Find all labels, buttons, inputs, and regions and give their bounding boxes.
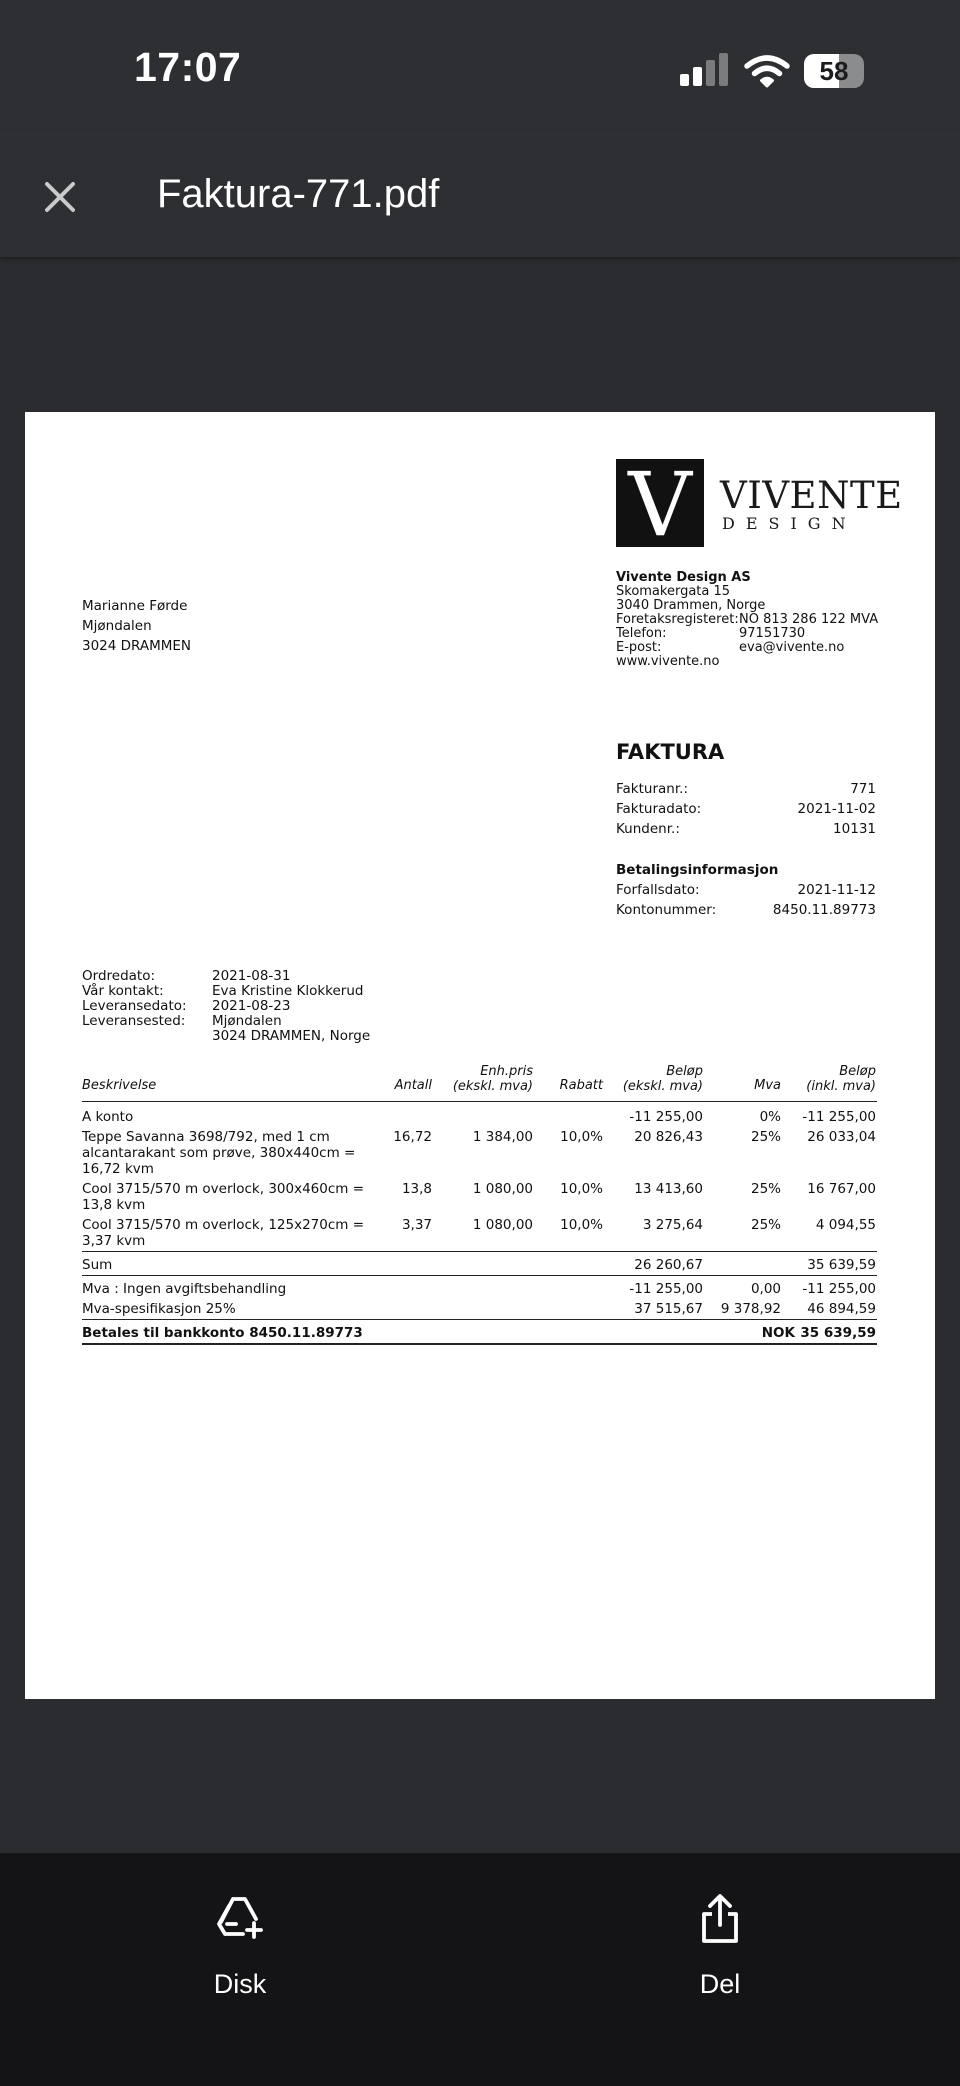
- row-description: alcantarakant som prøve, 380x440cm =: [82, 1145, 356, 1161]
- col-header-description: Beskrivelse: [82, 1078, 157, 1093]
- status-bar: [0, 0, 960, 130]
- phone-label: Telefon:: [616, 626, 667, 641]
- col-header-amount-incl: Beløp: [839, 1064, 876, 1079]
- row-quantity: 3,37: [401, 1217, 432, 1233]
- invoice-date: 2021-11-02: [797, 801, 876, 817]
- col-header-amount-excl: Beløp: [666, 1064, 703, 1079]
- vat-label: Mva : Ingen avgiftsbehandling: [82, 1281, 287, 1297]
- logo-wordmark: VIVENTE: [720, 474, 903, 517]
- share-icon: [696, 1893, 744, 1945]
- pdf-page[interactable]: [25, 412, 935, 1699]
- order-date-label: Ordredato:: [82, 968, 156, 984]
- row-amount-excl: 20 826,43: [634, 1129, 703, 1145]
- phone-number: 97151730: [739, 626, 806, 641]
- delivery-place-label: Leveransested:: [82, 1013, 186, 1029]
- row-vat: 25%: [750, 1217, 781, 1233]
- save-to-drive-label: Disk: [213, 1969, 267, 1999]
- row-amount-excl: 13 413,60: [634, 1181, 703, 1197]
- total-label: Betales til bankkonto 8450.11.89773: [82, 1325, 363, 1341]
- close-icon: [38, 175, 82, 219]
- battery-percent: 58: [819, 56, 849, 86]
- company-city: 3040 Drammen, Norge: [616, 598, 766, 613]
- share-label: Del: [699, 1969, 741, 1999]
- row-amount-excl: -11 255,00: [629, 1109, 703, 1125]
- due-date-label: Forfallsdato:: [616, 882, 700, 898]
- company-name: Vivente Design AS: [616, 570, 751, 585]
- battery-nub: [804, 54, 864, 88]
- row-description: A konto: [82, 1109, 134, 1125]
- logo-v-glyph: V: [628, 459, 692, 547]
- row-amount-incl: 16 767,00: [807, 1181, 876, 1197]
- due-date: 2021-11-12: [797, 882, 876, 898]
- table-divider: [82, 1275, 877, 1276]
- recipient-line: Marianne Førde: [82, 598, 188, 614]
- row-amount-incl: 26 033,04: [807, 1129, 876, 1145]
- row-vat: 25%: [750, 1181, 781, 1197]
- customer-number-label: Kundenr.:: [616, 821, 680, 837]
- row-description: Cool 3715/570 m overlock, 125x270cm =: [82, 1217, 365, 1233]
- invoice-number: 771: [850, 781, 876, 797]
- total-amount: 35 639,59: [800, 1325, 876, 1341]
- sum-amount-excl: 26 260,67: [634, 1257, 703, 1273]
- delivery-place: Mjøndalen: [212, 1013, 282, 1029]
- drive-add-icon: [216, 1893, 264, 1941]
- viewer-header: [0, 130, 960, 257]
- customer-number: 10131: [833, 821, 876, 837]
- row-quantity: 16,72: [393, 1129, 432, 1145]
- row-unit-price: 1 080,00: [472, 1181, 533, 1197]
- row-discount: 10,0%: [560, 1129, 603, 1145]
- sum-label: Sum: [82, 1257, 113, 1273]
- company-website: www.vivente.no: [616, 654, 720, 669]
- company-logo-mark: [616, 459, 704, 547]
- wifi-icon: [744, 54, 790, 88]
- delivery-date: 2021-08-23: [212, 998, 291, 1014]
- row-description: Teppe Savanna 3698/792, med 1 cm: [82, 1129, 330, 1145]
- col-header-amount-excl-sub: (ekskl. mva): [622, 1079, 703, 1094]
- col-header-vat: Mva: [754, 1078, 781, 1093]
- row-discount: 10,0%: [560, 1217, 603, 1233]
- account-number: 8450.11.89773: [772, 902, 876, 918]
- invoice-number-label: Fakturanr.:: [616, 781, 688, 797]
- status-time: 17:07: [134, 44, 242, 90]
- col-header-quantity: Antall: [394, 1078, 432, 1093]
- row-amount-incl: -11 255,00: [802, 1109, 876, 1125]
- cellular-signal-icon: [680, 52, 730, 86]
- row-amount-incl: 4 094,55: [815, 1217, 876, 1233]
- share-button[interactable]: [640, 1893, 800, 2013]
- vat-basis: -11 255,00: [629, 1281, 703, 1297]
- row-vat: 0%: [759, 1109, 781, 1125]
- org-label: Foretaksregisteret:: [616, 612, 739, 627]
- document-title: Faktura-771.pdf: [157, 172, 440, 216]
- col-header-discount: Rabatt: [559, 1078, 603, 1093]
- delivery-place-line2: 3024 DRAMMEN, Norge: [212, 1028, 371, 1044]
- row-amount-excl: 3 275,64: [642, 1217, 703, 1233]
- vat-basis: 37 515,67: [634, 1301, 703, 1317]
- logo-subtitle: DESIGN: [722, 514, 857, 533]
- row-description: 13,8 kvm: [82, 1197, 146, 1213]
- vat-total: -11 255,00: [802, 1281, 876, 1297]
- col-header-unit-price: Enh.pris: [480, 1064, 533, 1079]
- row-quantity: 13,8: [401, 1181, 432, 1197]
- recipient-line: 3024 DRAMMEN: [82, 638, 192, 654]
- vat-total: 46 894,59: [807, 1301, 876, 1317]
- invoice-title: FAKTURA: [616, 740, 725, 764]
- company-address: Skomakergata 15: [616, 584, 731, 599]
- table-divider: [82, 1101, 877, 1102]
- row-vat: 25%: [750, 1129, 781, 1145]
- contact-name: Eva Kristine Klokkerud: [212, 983, 364, 999]
- account-number-label: Kontonummer:: [616, 902, 717, 918]
- delivery-date-label: Leveransedato:: [82, 998, 187, 1014]
- org-number: NO 813 286 122 MVA: [739, 612, 879, 627]
- row-unit-price: 1 384,00: [472, 1129, 533, 1145]
- row-description: 16,72 kvm: [82, 1161, 154, 1177]
- save-to-drive-button[interactable]: [160, 1893, 320, 2013]
- vat-label: Mva-spesifikasjon 25%: [82, 1301, 236, 1317]
- table-divider: [82, 1251, 877, 1252]
- payment-info-title: Betalingsinformasjon: [616, 862, 779, 878]
- vat-amount: 9 378,92: [720, 1301, 781, 1317]
- close-button[interactable]: [38, 175, 82, 219]
- email-label: E-post:: [616, 640, 662, 655]
- recipient-line: Mjøndalen: [82, 618, 152, 634]
- vat-amount: 0,00: [750, 1281, 781, 1297]
- table-divider: [82, 1343, 877, 1345]
- row-unit-price: 1 080,00: [472, 1217, 533, 1233]
- row-description: Cool 3715/570 m overlock, 300x460cm =: [82, 1181, 365, 1197]
- contact-label: Vår kontakt:: [82, 983, 164, 999]
- bottom-action-bar: [0, 1853, 960, 2086]
- row-discount: 10,0%: [560, 1181, 603, 1197]
- row-description: 3,37 kvm: [82, 1233, 146, 1249]
- sum-amount-incl: 35 639,59: [807, 1257, 876, 1273]
- col-header-unit-price-sub: (ekskl. mva): [452, 1079, 533, 1094]
- email-address: eva@vivente.no: [739, 640, 845, 655]
- table-divider: [82, 1319, 877, 1320]
- invoice-date-label: Fakturadato:: [616, 801, 702, 817]
- order-date: 2021-08-31: [212, 968, 291, 984]
- col-header-amount-incl-sub: (inkl. mva): [806, 1079, 876, 1094]
- total-currency: NOK: [761, 1325, 795, 1341]
